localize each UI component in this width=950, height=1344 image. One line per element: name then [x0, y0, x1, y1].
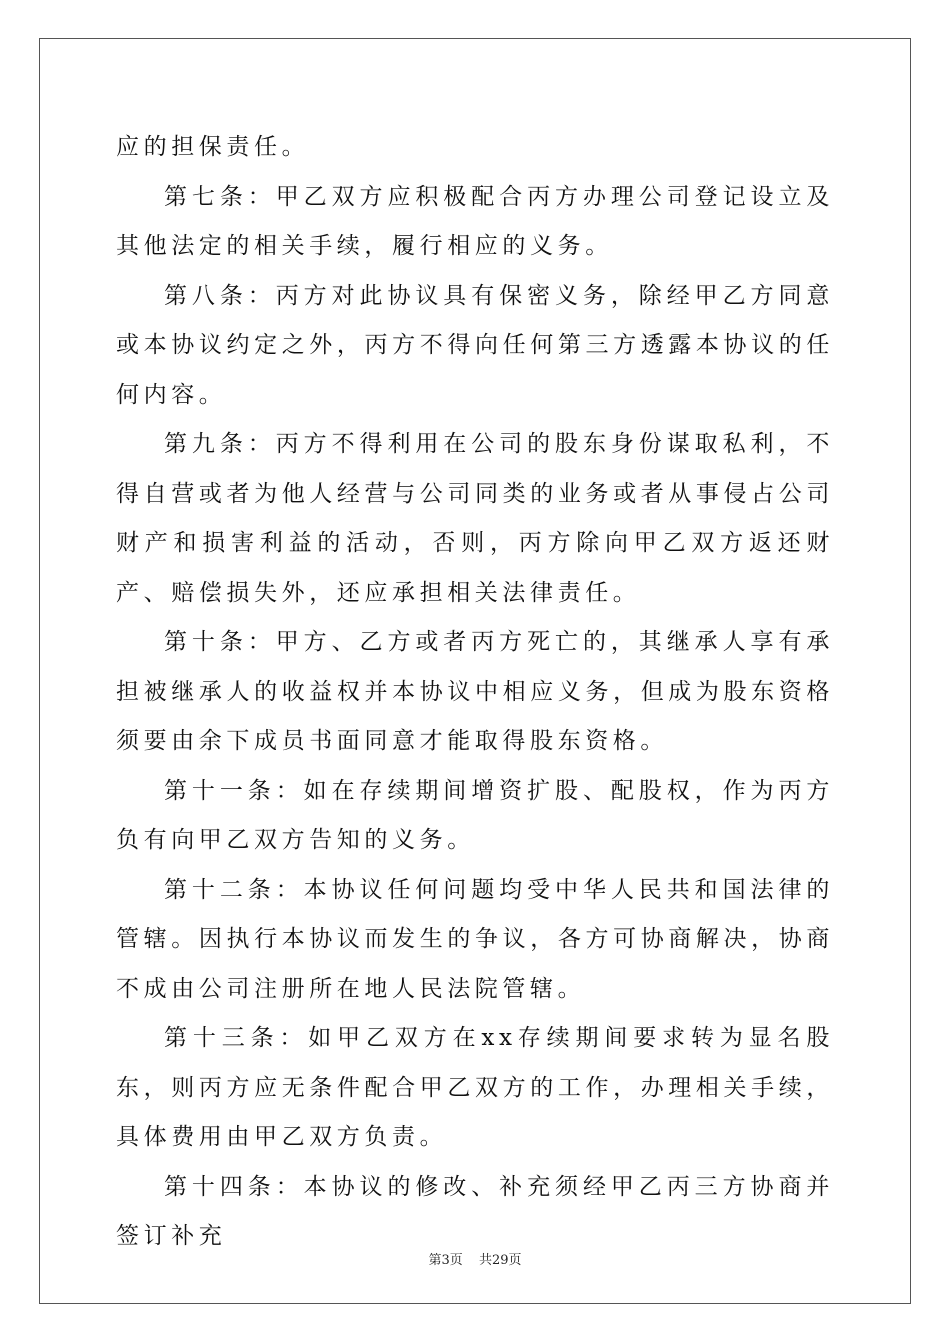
- paragraph: 第十三条：如甲乙双方在xx存续期间要求转为显名股东，则丙方应无条件配合甲乙双方的工作，办理相关手续，具体费用由甲乙双方负责。: [116, 1025, 834, 1150]
- page-number: 第3页: [428, 1253, 463, 1268]
- paragraph: 应的担保责任。: [116, 134, 310, 160]
- page-footer: [0, 1249, 950, 1268]
- paragraph: 第十二条：本协议任何问题均受中华人民共和国法律的管辖。因执行本协议而发生的争议，各方可协商解决，协商不成由公司注册所在地人民法院管辖。: [116, 876, 834, 1002]
- paragraph: 第十四条：本协议的修改、补充须经甲乙丙三方协商并签订补充: [116, 1173, 834, 1249]
- paragraph: 第九条：丙方不得利用在公司的股东身份谋取私利，不得自营或者为他人经营与公司同类的业务或者从事侵占公司财产和损害利益的活动，否则，丙方除向甲乙双方返还财产、赔偿损失外，还应承担相关法律责任。: [116, 431, 834, 606]
- document-body: [116, 123, 834, 1262]
- paragraph: 第十一条：如在存续期间增资扩股、配股权，作为丙方负有向甲乙双方告知的义务。: [116, 777, 834, 853]
- paragraph: 第十条：甲方、乙方或者丙方死亡的，其继承人享有承担被继承人的收益权并本协议中相应义务，但成为股东资格须要由余下成员书面同意才能取得股东资格。: [116, 629, 834, 754]
- page-total: 共29页: [478, 1253, 522, 1268]
- paragraph: 第八条：丙方对此协议具有保密义务，除经甲乙方同意或本协议约定之外，丙方不得向任何第三方透露本协议的任何内容。: [116, 282, 834, 408]
- paragraph: 第七条：甲乙双方应积极配合丙方办理公司登记设立及其他法定的相关手续，履行相应的义务。: [116, 183, 834, 259]
